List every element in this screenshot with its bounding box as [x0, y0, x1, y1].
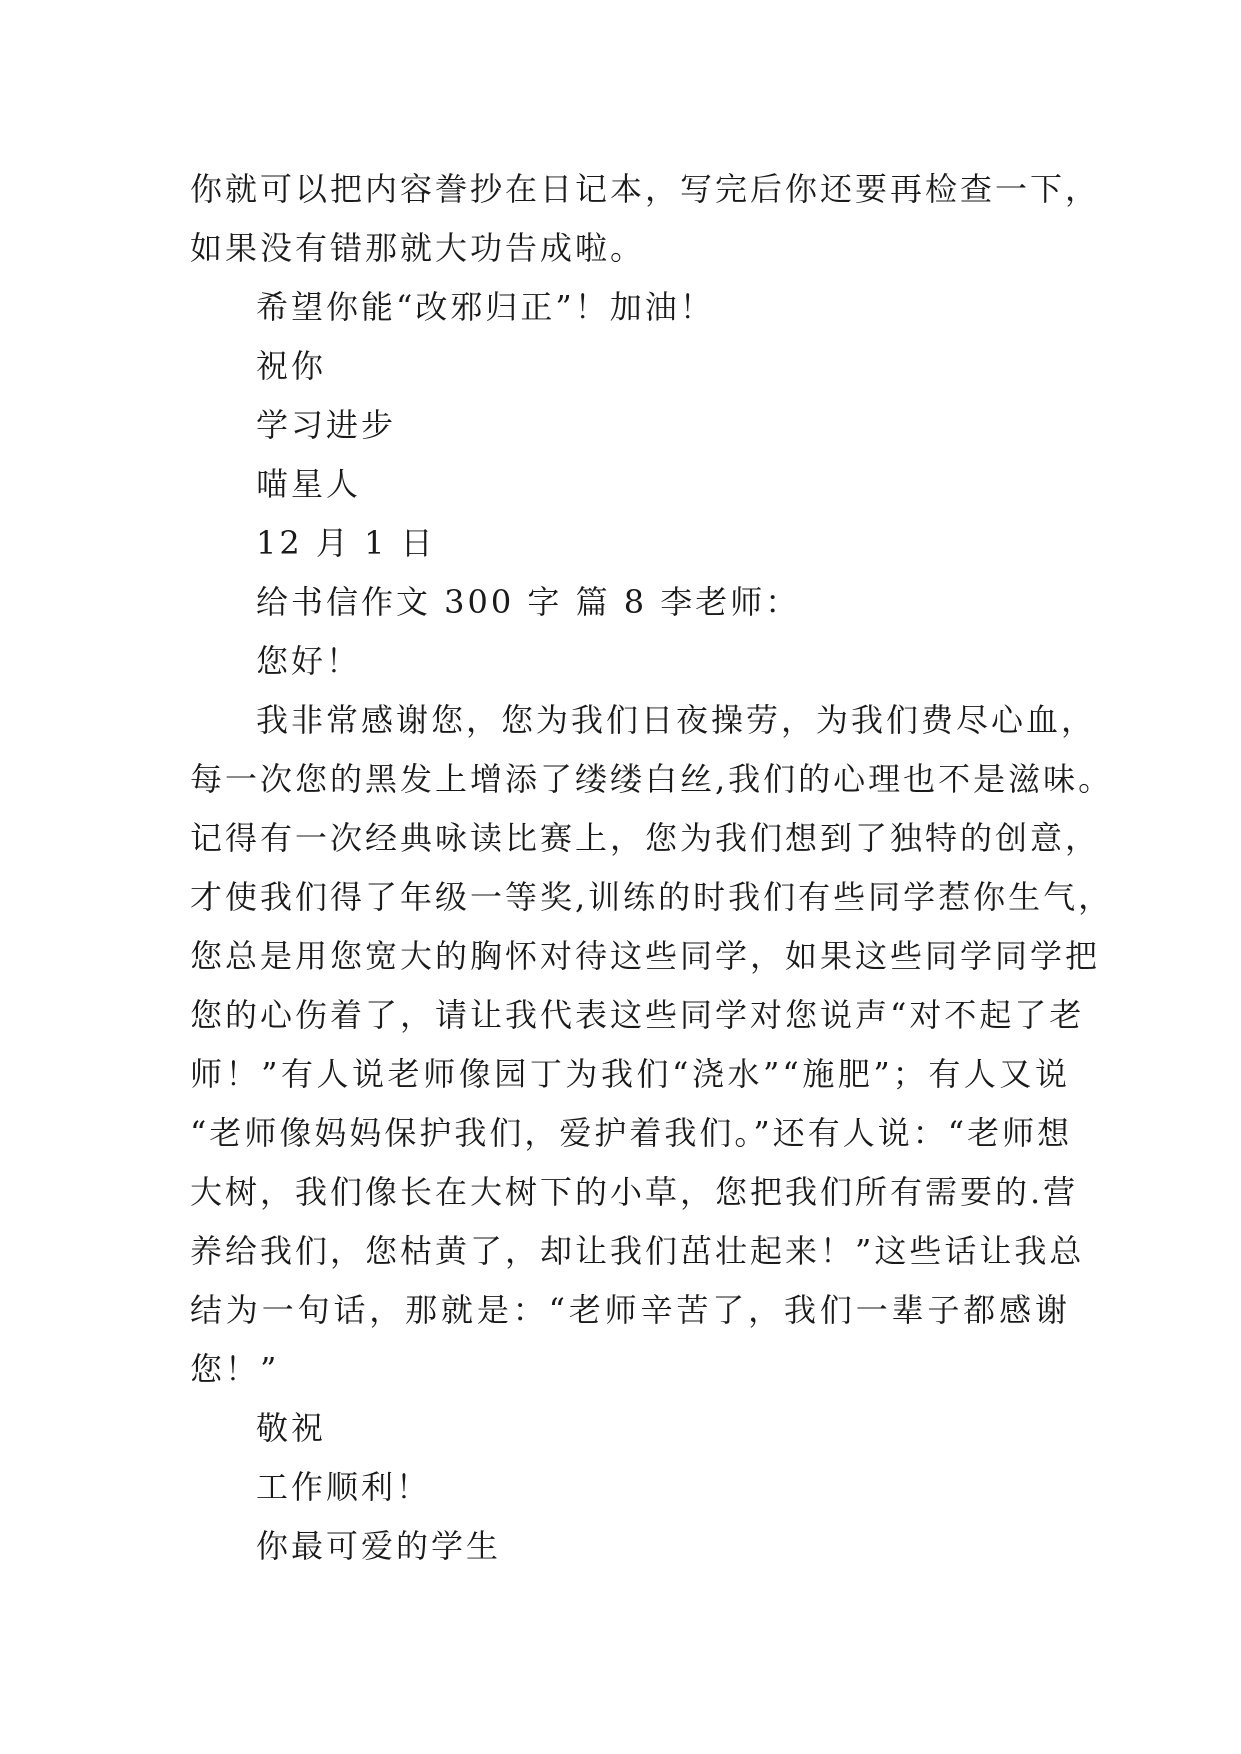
text-line: 12 月 1 日	[256, 524, 436, 562]
text-line: 你就可以把内容誊抄在日记本，写完后你还要再检查一下，	[190, 170, 1101, 208]
text-line: 记得有一次经典咏读比赛上，您为我们想到了独特的创意，	[190, 819, 1101, 857]
text-line: 您的心伤着了，请让我代表这些同学对您说声“对不起了老	[190, 996, 1085, 1034]
text-line: 师！”有人说老师像园丁为我们“浇水”“施肥”；有人又说	[190, 1055, 1070, 1093]
text-line: 结为一句话，那就是：“老师辛苦了，我们一辈子都感谢	[190, 1291, 1070, 1329]
text-line: 希望你能“改邪归正”！加油！	[256, 288, 715, 326]
text-line: 如果没有错那就大功告成啦。	[190, 229, 646, 267]
text-line: 给书信作文 300 字 篇 8 李老师：	[256, 583, 801, 621]
text-line: 我非常感谢您，您为我们日夜操劳，为我们费尽心血，	[256, 701, 1097, 739]
text-line: 敬祝	[256, 1409, 327, 1447]
text-line: 您好！	[256, 642, 362, 680]
text-line: 您总是用您宽大的胸怀对待这些同学，如果这些同学同学把	[190, 937, 1101, 975]
text-line: “老师像妈妈保护我们，爱护着我们。”还有人说：“老师想	[190, 1114, 1073, 1152]
text-line: 你最可爱的学生	[256, 1527, 502, 1565]
document-body	[190, 160, 1114, 1576]
text-line: 喵星人	[256, 465, 362, 503]
text-line: 每一次您的黑发上增添了缕缕白丝,我们的心理也不是滋味。	[190, 760, 1114, 798]
text-line: 养给我们，您枯黄了，却让我们茁壮起来！”这些话让我总	[190, 1232, 1085, 1270]
text-line: 大树，我们像长在大树下的小草，您把我们所有需要的.营	[190, 1173, 1079, 1211]
text-line: 祝你	[256, 347, 327, 385]
text-line: 才使我们得了年级一等奖,训练的时我们有些同学惹你生气，	[190, 878, 1114, 916]
text-line: 工作顺利！	[256, 1468, 432, 1506]
text-line: 您！”	[190, 1350, 280, 1388]
text-line: 学习进步	[256, 406, 397, 444]
